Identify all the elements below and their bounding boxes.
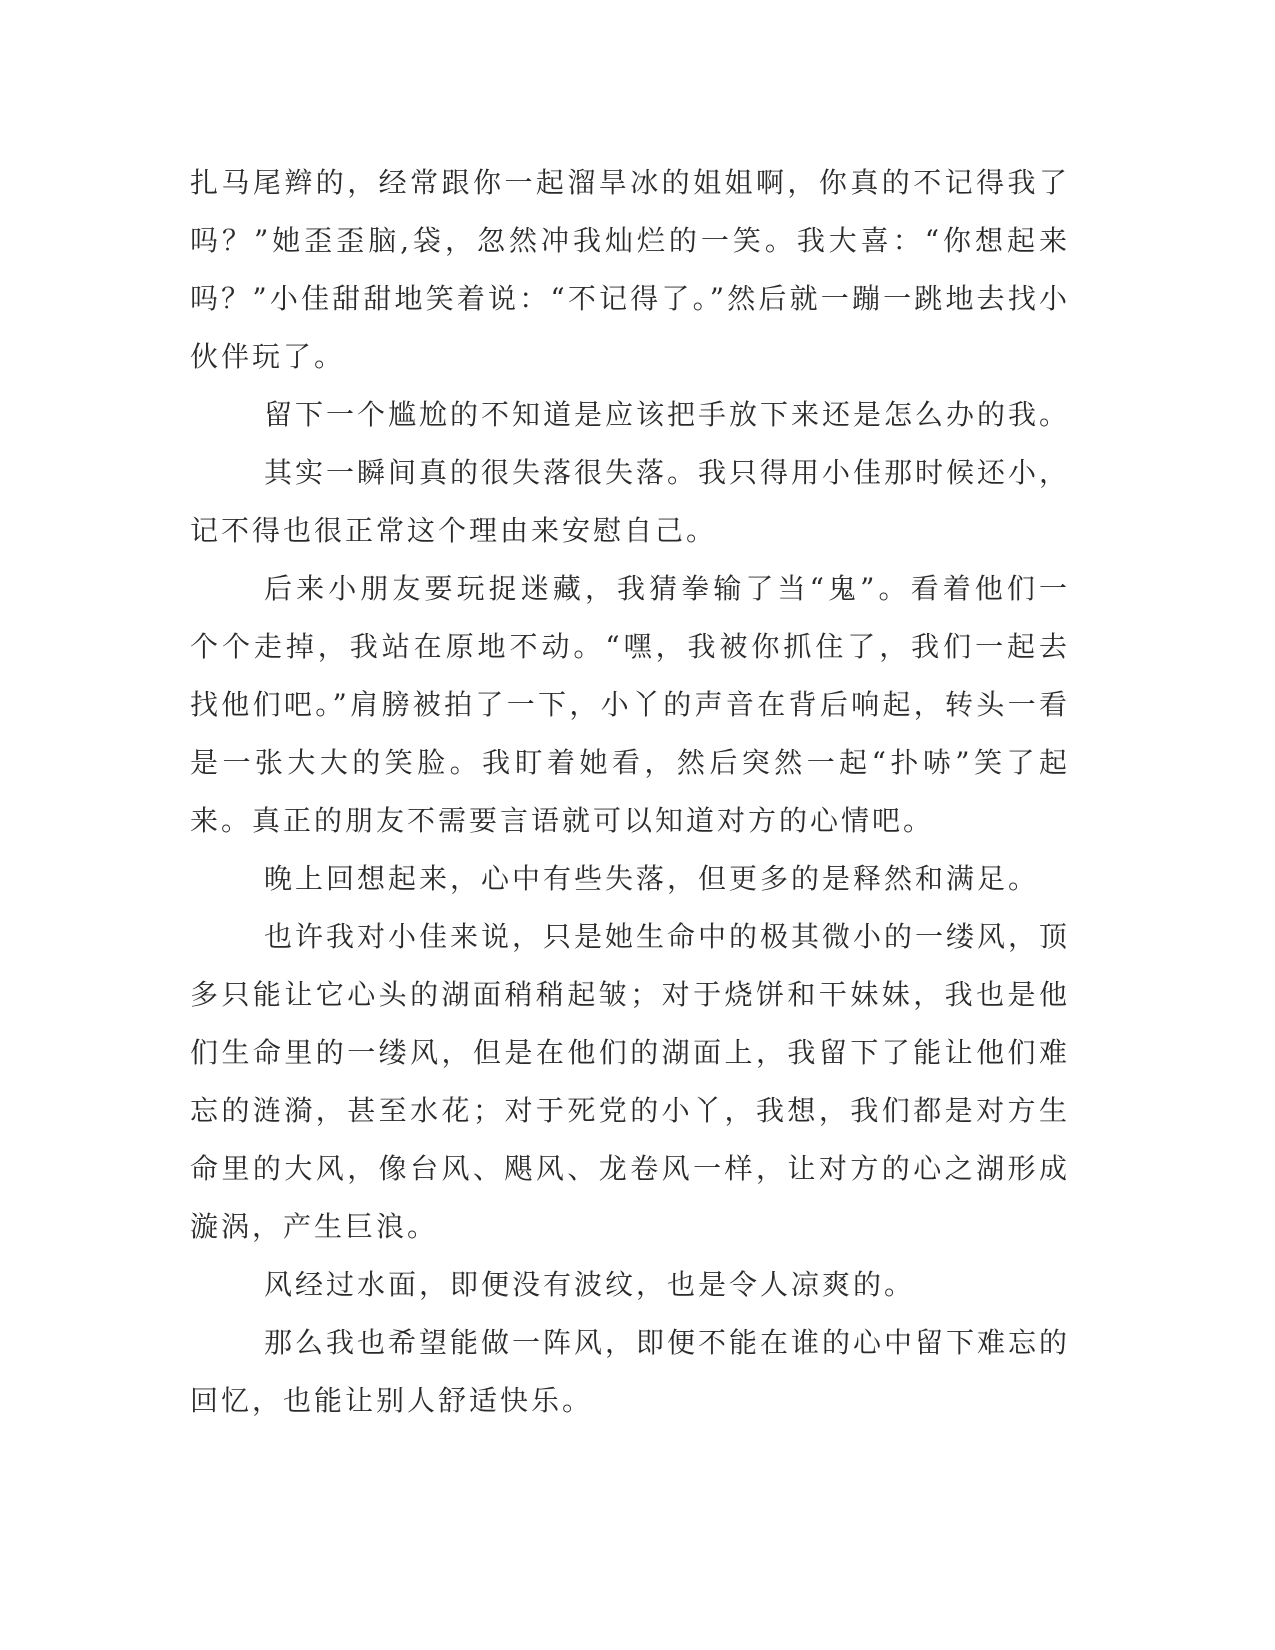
- paragraph-3: 其实一瞬间真的很失落很失落。我只得用小佳那时候还小，记不得也很正常这个理由来安慰自己。: [190, 456, 1071, 547]
- paragraph-7: 风经过水面，即便没有波纹，也是令人凉爽的。: [264, 1268, 916, 1301]
- paragraph-2: 留下一个尴尬的不知道是应该把手放下来还是怎么办的我。: [264, 398, 1071, 431]
- paragraph-8: 那么我也希望能做一阵风，即便不能在谁的心中留下难忘的回忆，也能让别人舒适快乐。: [190, 1326, 1071, 1417]
- paragraph-4: 后来小朋友要玩捉迷藏，我猜拳输了当“鬼”。看着他们一个个走掉，我站在原地不动。“嘿，我被你抓住了，我们一起去找他们吧。”肩膀被拍了一下，小丫的声音在背后响起，转头一看是一张大大的笑脸。我盯着她看，然后突然一起“扑哧”笑了起来。真正的朋友不需要言语就可以知道对方的心情吧。: [190, 572, 1070, 837]
- paragraph-1: 扎马尾辫的，经常跟你一起溜旱冰的姐姐啊，你真的不记得我了吗？”她歪歪脑,袋，忽然冲我灿烂的一笑。我大喜：“你想起来吗？”小佳甜甜地笑着说：“不记得了。”然后就一蹦一跳地去找小伙伴玩了。: [190, 166, 1070, 373]
- paragraph-5: 晚上回想起来，心中有些失落，但更多的是释然和满足。: [264, 862, 1040, 895]
- paragraph-6: 也许我对小佳来说，只是她生命中的极其微小的一缕风，顶多只能让它心头的湖面稍稍起皱；对于烧饼和干妹妹，我也是他们生命里的一缕风，但是在他们的湖面上，我留下了能让他们难忘的涟漪，甚至水花；对于死党的小丫，我想，我们都是对方生命里的大风，像台风、飓风、龙卷风一样，让对方的心之湖形成漩涡，产生巨浪。: [190, 920, 1071, 1243]
- body-text: [190, 154, 1070, 1430]
